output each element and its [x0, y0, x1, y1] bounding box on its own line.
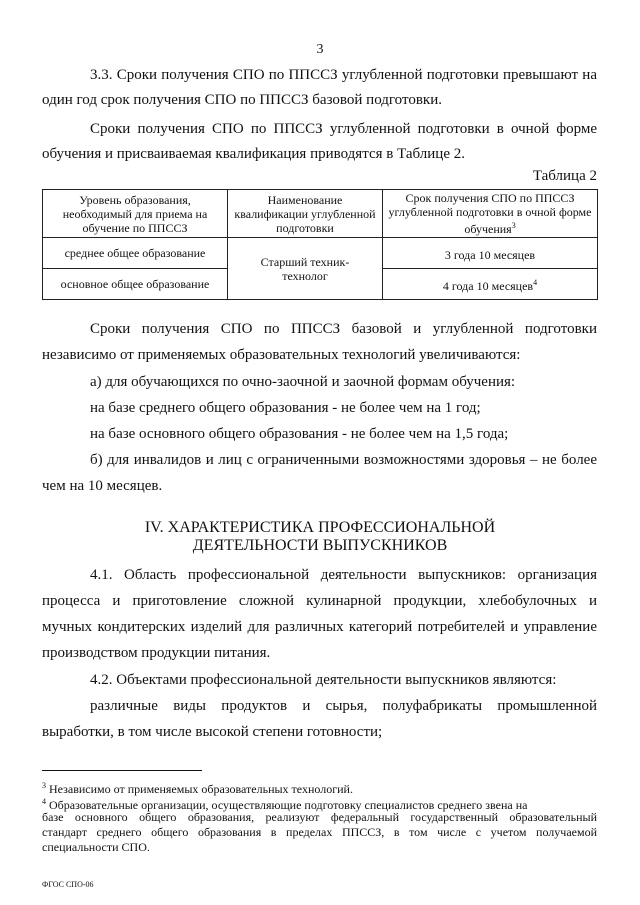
cell-education-level: среднее общее образование — [43, 238, 228, 269]
footer-code: ФГОС СПО-06 — [42, 880, 94, 889]
footnote-3: $^3$ Независимо от применяемых образовательных технологий. — [42, 781, 353, 796]
footnote-4-line-2: базе основного общего образования, реализуют федеральный государственный образовательный — [42, 810, 597, 824]
footnote-4-line-1: $^4$ Образовательные организации, осуществляющие подготовку специалистов среднего звена на — [42, 797, 528, 812]
increase-line-4: на базе среднего общего образования - не более чем на 1 год; — [90, 400, 481, 416]
table-caption: Таблица 2 — [532, 168, 597, 184]
paragraph-4-1-line-1: 4.1. Область профессиональной деятельности выпускников: организация — [90, 567, 597, 583]
footnote-mark: 4 — [42, 797, 46, 806]
table-header-row — [43, 190, 598, 238]
increase-line-7: чем на 10 месяцев. — [42, 478, 163, 494]
paragraph-4-2-line-1: 4.2. Объектами профессиональной деятельности выпускников являются: — [90, 672, 557, 688]
increase-line-3: а) для обучающихся по очно-заочной и заочной формам обучения: — [90, 374, 516, 390]
header-education-level: Уровень образования, необходимый для приема на обучение по ППССЗ — [43, 190, 228, 238]
header-qualification: Наименование квалификации углубленной подготовки — [228, 190, 383, 238]
cell-education-level: основное общее образование — [43, 269, 228, 300]
cell-study-term: 4 года 10 месяцев$^4$ — [383, 269, 598, 300]
footnote-ref-4: 4 — [533, 277, 538, 287]
table-row — [43, 238, 598, 269]
footnote-separator — [42, 770, 202, 771]
page-number: 3 — [316, 42, 324, 57]
section-heading-line-2: ДЕЯТЕЛЬНОСТИ ВЫПУСКНИКОВ — [192, 537, 448, 554]
footnote-4-line-3: стандарт среднего общего образования в пределах ППССЗ, в том числе с учетом получаемой — [42, 825, 597, 839]
cell-study-term: 3 года 10 месяцев — [383, 238, 598, 269]
section-heading-line-1: IV. ХАРАКТЕРИСТИКА ПРОФЕССИОНАЛЬНОЙ — [144, 519, 496, 536]
paragraph-4-2-line-3: выработки, в том числе высокой степени готовности; — [42, 724, 383, 740]
paragraph-4-1-line-4: производством продукции питания. — [42, 645, 271, 661]
paragraph-3-3-line-2: один год срок получения СПО по ППССЗ базовой подготовки. — [42, 92, 442, 108]
increase-line-2: независимо от применяемых образовательных технологий увеличиваются: — [42, 347, 521, 363]
footnote-4-line-4: специальности СПО. — [42, 840, 150, 854]
cell-qualification: Старший техник-технолог — [228, 238, 383, 300]
paragraph-3-3-line-1: 3.3. Сроки получения СПО по ППССЗ углубленной подготовки превышают на — [90, 67, 597, 83]
paragraph-4-1-line-3: мучных кондитерских изделий для различных категорий потребителей и управление — [42, 619, 597, 635]
footnote-mark: 3 — [42, 781, 46, 790]
footnote-ref-3: 3 — [511, 221, 516, 230]
paragraph-4-2-line-2: различные виды продуктов и сырья, полуфабрикаты промышленной — [90, 698, 597, 714]
increase-line-6: б) для инвалидов и лиц с ограниченными возможностями здоровья – не более — [90, 452, 597, 468]
qualification-table — [42, 189, 598, 300]
paragraph-4-1-line-2: процесса и приготовление сложной кулинарной продукции, хлебобулочных и — [42, 593, 597, 609]
header-study-term: Срок получения СПО по ППССЗ углубленной подготовки в очной форме обучения$^3$ — [383, 190, 598, 238]
table-intro-line-2: обучения и присваиваемая квалификация приводятся в Таблице 2. — [42, 146, 465, 162]
increase-line-5: на базе основного общего образования - не более чем на 1,5 года; — [90, 426, 509, 442]
table-intro-line-1: Сроки получения СПО по ППССЗ углубленной подготовки в очной форме — [90, 121, 597, 137]
increase-line-1: Сроки получения СПО по ППССЗ базовой и углубленной подготовки — [90, 321, 597, 337]
